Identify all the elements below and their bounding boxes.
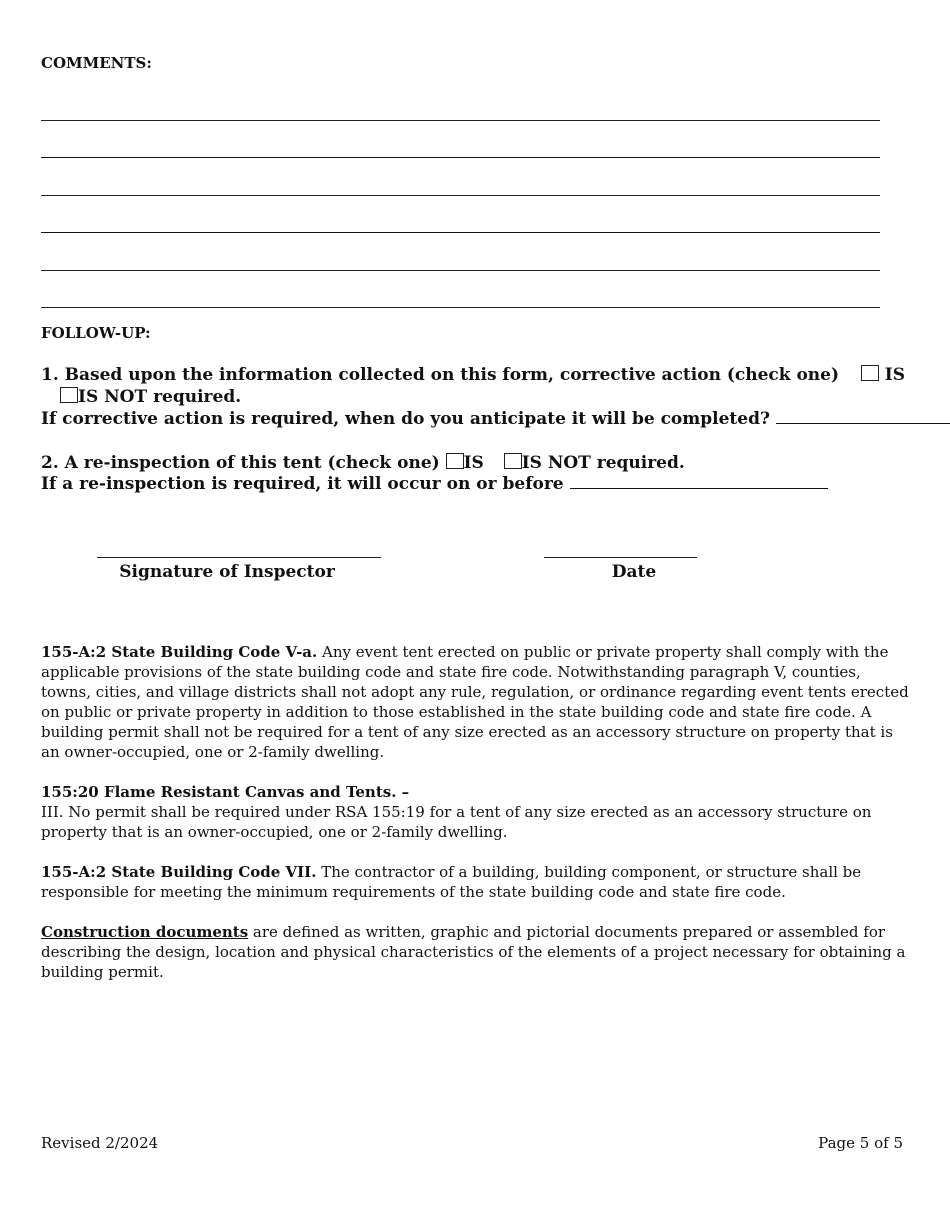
comment-line-6[interactable] [41, 307, 880, 308]
q2-date-label: If a re-inspection is required, it will occur on or before [41, 474, 564, 494]
q1-is-checkbox[interactable] [861, 365, 879, 381]
q2-is-not-checkbox[interactable] [504, 453, 522, 469]
legal-title-1: 155-A:2 State Building Code V-a. [41, 643, 318, 661]
followup-heading: FOLLOW-UP: [41, 324, 151, 342]
comment-line-5[interactable] [41, 270, 880, 271]
q2-is-label: IS [463, 453, 484, 473]
q2-date-row [41, 474, 828, 494]
legal-title-2: 155:20 Flame Resistant Canvas and Tents. – [41, 783, 410, 801]
inspector-signature-line[interactable] [97, 557, 381, 558]
date-signature-line[interactable] [544, 557, 697, 558]
question-2-text: 2. A re-inspection of this tent (check one) [41, 453, 440, 473]
q1-is-not-label: IS NOT required. [78, 387, 242, 407]
comment-line-2[interactable] [41, 157, 880, 158]
question-1-text: 1. Based upon the information collected on this form, corrective action (check one) [41, 365, 840, 385]
q1-completion-date-field[interactable] [776, 409, 950, 424]
q1-is-label: IS [884, 365, 906, 385]
legal-paragraph-4 [41, 922, 913, 982]
question-2 [41, 453, 685, 473]
legal-title-3: 155-A:2 State Building Code VII. [41, 863, 317, 881]
footer-page-number: Page 5 of 5 [818, 1134, 903, 1152]
legal-body-4: are defined as written, graphic and pictorial documents prepared or assembled for describing the design, location and physical characteristics of the elements of a project necessary for obtaining a building permit. [41, 923, 906, 981]
question-1 [41, 365, 905, 385]
legal-paragraph-3 [41, 862, 913, 902]
q2-is-not-label: IS NOT required. [521, 453, 685, 473]
legal-paragraph-2 [41, 782, 913, 842]
comments-heading: COMMENTS: [41, 54, 152, 72]
legal-body-2: III. No permit shall be required under RSA 155:19 for a tent of any size erected as an accessory structure on property that is an owner-occupied, one or 2-family dwelling. [41, 803, 872, 841]
legal-body-3: The contractor of a building, building component, or structure shall be responsible for meeting the minimum requirements of the state building code and state fire code. [41, 863, 862, 901]
comment-line-4[interactable] [41, 232, 880, 233]
question-1-line2 [60, 387, 241, 407]
date-signature-label: Date [611, 562, 657, 582]
legal-title-4: Construction documents [41, 923, 249, 941]
comment-line-3[interactable] [41, 195, 880, 196]
legal-paragraph-1 [41, 642, 913, 762]
q1-completion-row [41, 409, 950, 429]
comment-line-1[interactable] [41, 120, 880, 121]
inspector-signature-label: Signature of Inspector [119, 562, 335, 582]
legal-body-1: Any event tent erected on public or private property shall comply with the applicable provisions of the state building code and state fire code. Notwithstanding paragraph V, counties, towns, cities, and village districts shall not adopt any rule, regulation, or ordinance regarding event tents erected on public or private property in addition to those established in the state building code and state fire code. A building permit shall not be required for a tent of any size erected as an accessory structure on property that is an owner-occupied, one or 2-family dwelling. [41, 643, 909, 761]
q1-is-not-checkbox[interactable] [60, 387, 78, 403]
footer-revised: Revised 2/2024 [41, 1134, 159, 1152]
q2-is-checkbox[interactable] [446, 453, 464, 469]
q1-completion-label: If corrective action is required, when do you anticipate it will be completed? [41, 409, 770, 429]
q2-reinspection-date-field[interactable] [570, 474, 828, 489]
